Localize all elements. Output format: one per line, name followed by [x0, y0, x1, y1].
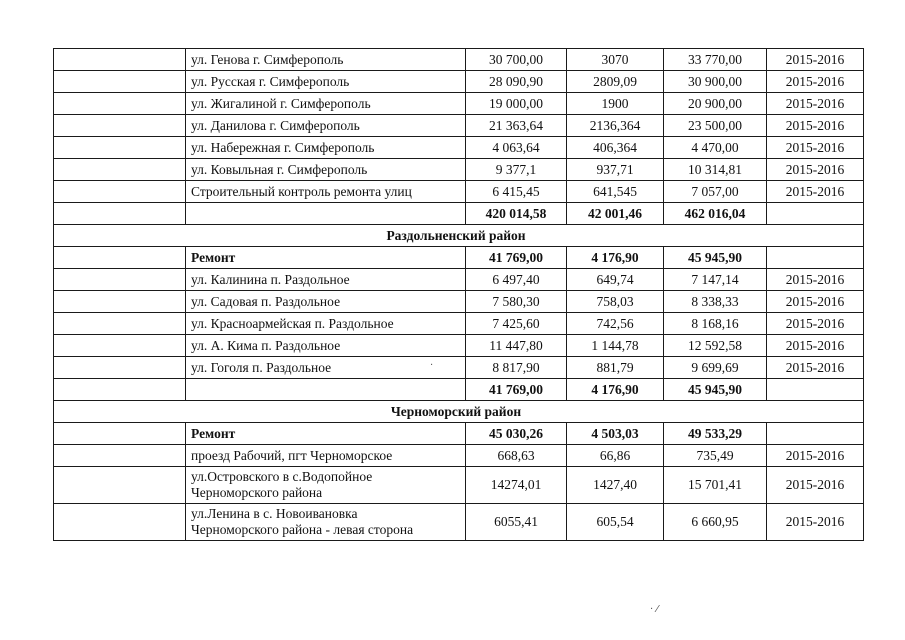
amount-cell: 9 699,69 — [664, 357, 767, 379]
amount-cell: 2136,364 — [567, 115, 664, 137]
amount-cell: 7 580,30 — [466, 291, 567, 313]
table-row — [54, 313, 864, 335]
street-name: ул. Красноармейская п. Раздольное — [186, 313, 466, 335]
repair-label: Ремонт — [186, 423, 466, 445]
street-name-line: ул.Ленина в с. Новоивановка — [191, 506, 358, 521]
empty-cell — [54, 247, 186, 269]
amount-cell: 10 314,81 — [664, 159, 767, 181]
period-cell: 2015-2016 — [767, 93, 864, 115]
period-cell: 2015-2016 — [767, 357, 864, 379]
period-cell: 2015-2016 — [767, 504, 864, 541]
street-name: проезд Рабочий, пгт Черноморское — [186, 445, 466, 467]
amount-cell: 4 063,64 — [466, 137, 567, 159]
empty-cell — [54, 269, 186, 291]
amount-cell: 12 592,58 — [664, 335, 767, 357]
empty-cell — [54, 115, 186, 137]
empty-cell — [767, 247, 864, 269]
budget-table — [53, 48, 864, 541]
empty-cell — [54, 445, 186, 467]
amount-cell: 937,71 — [567, 159, 664, 181]
amount-cell: 3070 — [567, 49, 664, 71]
empty-cell — [54, 313, 186, 335]
table-row — [54, 335, 864, 357]
empty-cell — [54, 357, 186, 379]
table-row — [54, 137, 864, 159]
table-row — [54, 291, 864, 313]
subtotal-row — [54, 423, 864, 445]
amount-cell: 1900 — [567, 93, 664, 115]
empty-cell — [54, 291, 186, 313]
amount-cell: 406,364 — [567, 137, 664, 159]
table-row — [54, 467, 864, 504]
table-row — [54, 159, 864, 181]
empty-cell — [54, 379, 186, 401]
table-row — [54, 93, 864, 115]
amount-cell: 20 900,00 — [664, 93, 767, 115]
period-cell: 2015-2016 — [767, 181, 864, 203]
amount-cell: 881,79 — [567, 357, 664, 379]
street-name: Строительный контроль ремонта улиц — [186, 181, 466, 203]
table-row — [54, 71, 864, 93]
subtotal-amount: 4 503,03 — [567, 423, 664, 445]
amount-cell: 641,545 — [567, 181, 664, 203]
district-title: Раздольненский район — [54, 225, 864, 247]
section-header-row — [54, 225, 864, 247]
table-row — [54, 181, 864, 203]
amount-cell: 23 500,00 — [664, 115, 767, 137]
total-amount: 420 014,58 — [466, 203, 567, 225]
amount-cell: 66,86 — [567, 445, 664, 467]
amount-cell: 30 700,00 — [466, 49, 567, 71]
empty-cell — [54, 423, 186, 445]
amount-cell: 14274,01 — [466, 467, 567, 504]
subtotal-amount: 4 176,90 — [567, 247, 664, 269]
amount-cell: 28 090,90 — [466, 71, 567, 93]
total-amount: 42 001,46 — [567, 203, 664, 225]
empty-cell — [186, 203, 466, 225]
subtotal-amount: 45 945,90 — [664, 247, 767, 269]
empty-cell — [54, 71, 186, 93]
street-name: ул. Калинина п. Раздольное — [186, 269, 466, 291]
empty-cell — [186, 379, 466, 401]
amount-cell: 1427,40 — [567, 467, 664, 504]
subtotal-amount: 45 030,26 — [466, 423, 567, 445]
amount-cell: 7 057,00 — [664, 181, 767, 203]
amount-cell: 1 144,78 — [567, 335, 664, 357]
subtotal-amount: 41 769,00 — [466, 247, 567, 269]
amount-cell: 668,63 — [466, 445, 567, 467]
period-cell: 2015-2016 — [767, 71, 864, 93]
amount-cell: 742,56 — [567, 313, 664, 335]
street-name: ул. Генова г. Симферополь — [186, 49, 466, 71]
street-name: ул. Русская г. Симферополь — [186, 71, 466, 93]
district-title: Черноморский район — [54, 401, 864, 423]
table-row — [54, 49, 864, 71]
scan-speck: · — [430, 360, 434, 371]
amount-cell: 33 770,00 — [664, 49, 767, 71]
section-header-row — [54, 401, 864, 423]
street-name: ул. Данилова г. Симферополь — [186, 115, 466, 137]
street-name-line: Черноморского района - левая сторона — [191, 522, 414, 537]
street-name — [186, 467, 466, 504]
amount-cell: 11 447,80 — [466, 335, 567, 357]
period-cell: 2015-2016 — [767, 467, 864, 504]
period-cell: 2015-2016 — [767, 445, 864, 467]
table-row — [54, 445, 864, 467]
total-amount: 41 769,00 — [466, 379, 567, 401]
subtotal-amount: 49 533,29 — [664, 423, 767, 445]
amount-cell: 30 900,00 — [664, 71, 767, 93]
table-row — [54, 269, 864, 291]
amount-cell: 6 497,40 — [466, 269, 567, 291]
amount-cell: 6 415,45 — [466, 181, 567, 203]
amount-cell: 7 147,14 — [664, 269, 767, 291]
street-name-line: ул.Островского в с.Водопойное — [191, 469, 373, 484]
amount-cell: 21 363,64 — [466, 115, 567, 137]
empty-cell — [54, 159, 186, 181]
empty-cell — [54, 49, 186, 71]
empty-cell — [767, 379, 864, 401]
period-cell: 2015-2016 — [767, 291, 864, 313]
street-name: ул. А. Кима п. Раздольное — [186, 335, 466, 357]
table-row — [54, 115, 864, 137]
period-cell: 2015-2016 — [767, 269, 864, 291]
period-cell: 2015-2016 — [767, 313, 864, 335]
scan-speck: · ⁄ — [650, 604, 659, 615]
amount-cell: 6055,41 — [466, 504, 567, 541]
subtotal-row — [54, 247, 864, 269]
total-row — [54, 203, 864, 225]
empty-cell — [54, 93, 186, 115]
amount-cell: 8 168,16 — [664, 313, 767, 335]
period-cell: 2015-2016 — [767, 159, 864, 181]
empty-cell — [54, 181, 186, 203]
amount-cell: 8 817,90 — [466, 357, 567, 379]
period-cell: 2015-2016 — [767, 137, 864, 159]
amount-cell: 4 470,00 — [664, 137, 767, 159]
street-name: ул. Садовая п. Раздольное — [186, 291, 466, 313]
total-amount: 45 945,90 — [664, 379, 767, 401]
empty-cell — [54, 137, 186, 159]
amount-cell: 9 377,1 — [466, 159, 567, 181]
street-name — [186, 504, 466, 541]
table-row — [54, 504, 864, 541]
amount-cell: 605,54 — [567, 504, 664, 541]
street-name: ул. Набережная г. Симферополь — [186, 137, 466, 159]
empty-cell — [54, 203, 186, 225]
street-name: ул. Ковыльная г. Симферополь — [186, 159, 466, 181]
amount-cell: 19 000,00 — [466, 93, 567, 115]
amount-cell: 7 425,60 — [466, 313, 567, 335]
empty-cell — [54, 467, 186, 504]
amount-cell: 735,49 — [664, 445, 767, 467]
empty-cell — [767, 203, 864, 225]
period-cell: 2015-2016 — [767, 335, 864, 357]
amount-cell: 6 660,95 — [664, 504, 767, 541]
total-row — [54, 379, 864, 401]
total-amount: 462 016,04 — [664, 203, 767, 225]
empty-cell — [767, 423, 864, 445]
street-name: ул. Жигалиной г. Симферополь — [186, 93, 466, 115]
period-cell: 2015-2016 — [767, 115, 864, 137]
empty-cell — [54, 335, 186, 357]
amount-cell: 649,74 — [567, 269, 664, 291]
repair-label: Ремонт — [186, 247, 466, 269]
street-name: ул. Гоголя п. Раздольное — [186, 357, 466, 379]
amount-cell: 8 338,33 — [664, 291, 767, 313]
amount-cell: 2809,09 — [567, 71, 664, 93]
empty-cell — [54, 504, 186, 541]
table-row — [54, 357, 864, 379]
amount-cell: 15 701,41 — [664, 467, 767, 504]
total-amount: 4 176,90 — [567, 379, 664, 401]
street-name-line: Черноморского района — [191, 485, 323, 500]
period-cell: 2015-2016 — [767, 49, 864, 71]
amount-cell: 758,03 — [567, 291, 664, 313]
